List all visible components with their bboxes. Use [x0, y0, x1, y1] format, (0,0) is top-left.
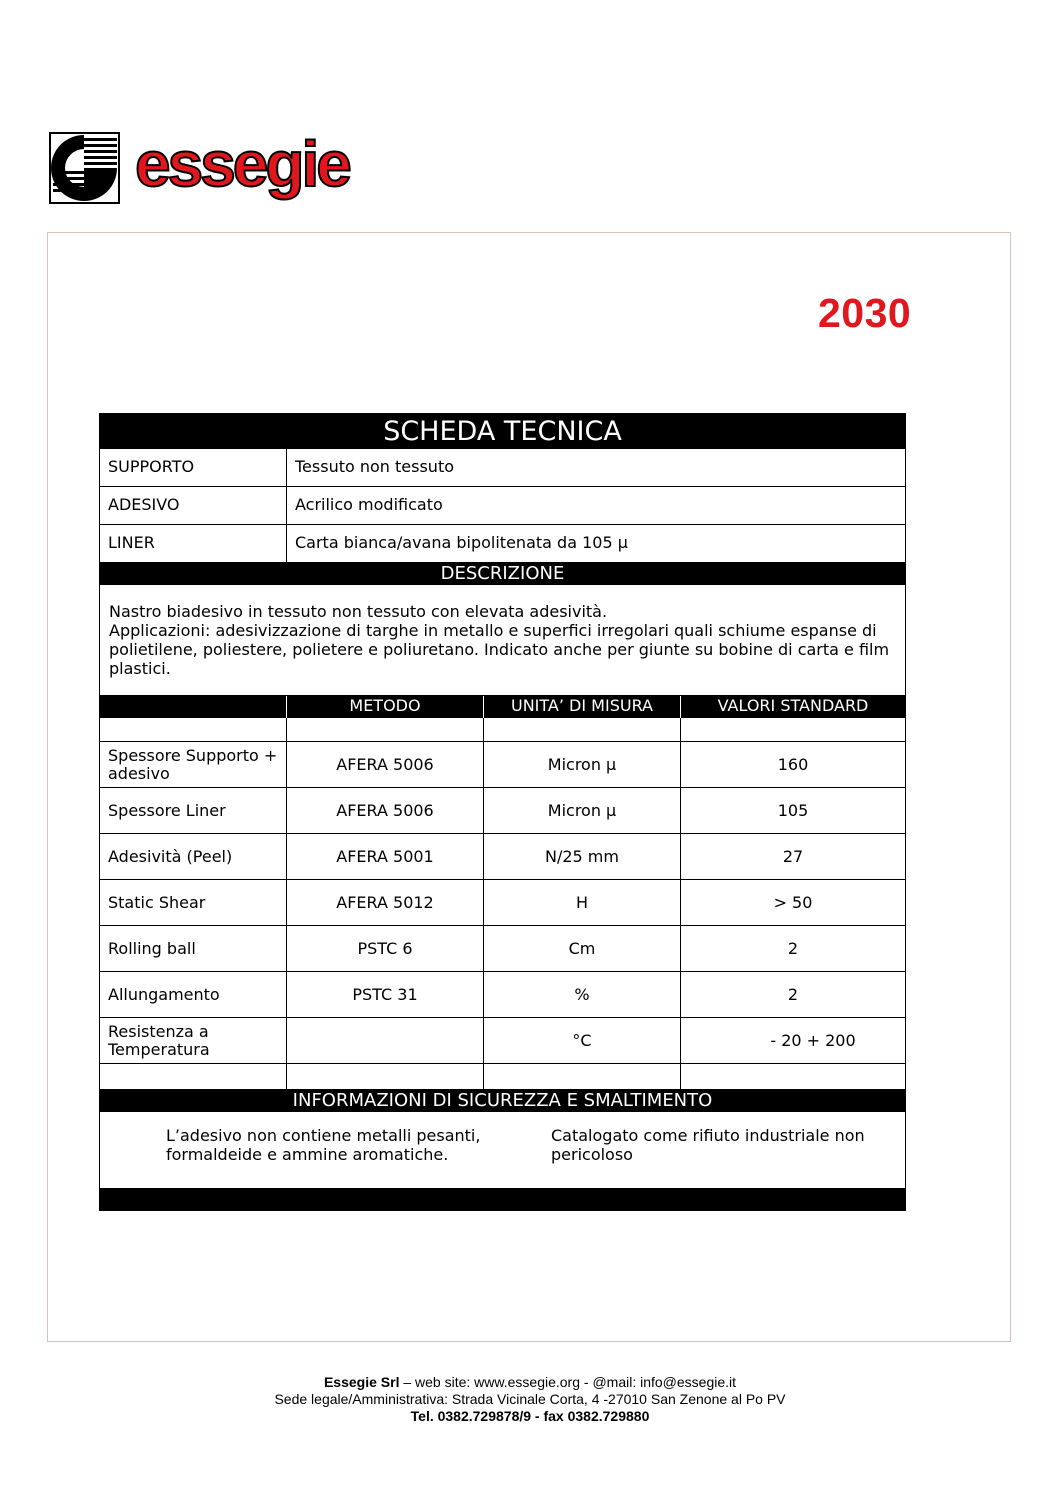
row-unit: N/25 mm — [484, 834, 681, 879]
safety-composition: L’adesivo non contiene metalli pesanti, formaldeide e ammine aromatiche. — [166, 1126, 481, 1164]
technical-sheet — [99, 413, 906, 1211]
safety-title: INFORMAZIONI DI SICUREZZA E SMALTIMENTO — [100, 1089, 905, 1112]
property-label: SUPPORTO — [100, 449, 287, 486]
essegie-logo-mark-icon — [49, 132, 120, 204]
column-header-unit: UNITA’ DI MISURA — [484, 696, 681, 718]
sheet-bottom-band — [100, 1188, 905, 1211]
row-method: AFERA 5012 — [287, 880, 484, 925]
row-unit: % — [484, 972, 681, 1017]
table-row — [100, 926, 905, 972]
table-row — [100, 834, 905, 880]
row-method: PSTC 31 — [287, 972, 484, 1017]
row-name: Spessore Liner — [100, 788, 287, 833]
row-method: AFERA 5006 — [287, 788, 484, 833]
row-value: - 20 + 200 — [770, 1031, 856, 1050]
table-spacer-row — [100, 1064, 905, 1089]
table-row — [100, 880, 905, 926]
property-row — [100, 524, 905, 562]
property-value: Acrilico modificato — [295, 495, 443, 514]
essegie-wordmark — [133, 124, 369, 208]
footer-company: Essegie Srl — [323, 1374, 400, 1390]
property-row — [100, 486, 905, 524]
column-header — [100, 696, 287, 718]
description-line: Applicazioni: adesivizzazione di targhe in metallo e superfici irregolari quali schiume espanse di polietilene, poliestere, polietere e poliuretano. Indicato anche per giunte su bobine di carta e film plastici. — [109, 621, 890, 678]
row-unit: H — [484, 880, 681, 925]
table-header — [100, 696, 905, 718]
property-label: ADESIVO — [100, 487, 287, 524]
footer-phone: Tel. 0382.729878/9 - fax 0382.729880 — [410, 1408, 650, 1424]
property-row — [100, 448, 905, 486]
row-value: > 50 — [773, 893, 813, 912]
row-method: AFERA 5006 — [287, 742, 484, 787]
table-row — [100, 742, 905, 788]
row-unit: Micron µ — [484, 788, 681, 833]
product-code: 2030 — [818, 290, 912, 336]
row-value: 2 — [787, 939, 799, 958]
table-spacer-row — [100, 718, 905, 742]
row-method — [287, 1018, 484, 1063]
row-name: Rolling ball — [100, 926, 287, 971]
row-method: AFERA 5001 — [287, 834, 484, 879]
safety-info — [100, 1112, 905, 1188]
table-row — [100, 972, 905, 1018]
footer-contacts — [0, 1374, 1060, 1391]
row-unit: °C — [484, 1018, 681, 1063]
footer-web-mail: – web site: www.essegie.org - @mail: info@essegie.it — [399, 1374, 737, 1390]
row-name: Resistenza a Temperatura — [100, 1018, 287, 1063]
brand-name: essegie — [135, 128, 349, 200]
property-value: Tessuto non tessuto — [295, 457, 455, 476]
row-name: Static Shear — [100, 880, 287, 925]
column-header-method: METODO — [287, 696, 484, 718]
column-header-value: VALORI STANDARD — [717, 696, 869, 715]
company-logo — [49, 124, 369, 209]
property-label: LINER — [100, 525, 287, 562]
row-name: Adesività (Peel) — [100, 834, 287, 879]
description-title: DESCRIZIONE — [100, 562, 905, 585]
row-name: Allungamento — [100, 972, 287, 1017]
row-method: PSTC 6 — [287, 926, 484, 971]
page-footer — [0, 1374, 1060, 1425]
row-name: Spessore Supporto + adesivo — [100, 742, 287, 787]
table-row — [100, 1018, 905, 1064]
description-text — [100, 585, 905, 696]
table-row — [100, 788, 905, 834]
row-unit: Micron µ — [484, 742, 681, 787]
safety-disposal: Catalogato come rifiuto industriale non pericoloso — [551, 1126, 865, 1164]
property-value: Carta bianca/avana bipolitenata da 105 µ — [295, 533, 628, 552]
row-unit: Cm — [484, 926, 681, 971]
row-value: 160 — [777, 755, 809, 774]
footer-address: Sede legale/Amministrativa: Strada Vicinale Corta, 4 -27010 San Zenone al Po PV — [274, 1391, 786, 1407]
description-line: Nastro biadesivo in tessuto non tessuto con elevata adesività. — [109, 602, 608, 621]
row-value: 105 — [777, 801, 809, 820]
row-value: 27 — [782, 847, 804, 866]
sheet-title: SCHEDA TECNICA — [100, 413, 905, 448]
row-value: 2 — [787, 985, 799, 1004]
